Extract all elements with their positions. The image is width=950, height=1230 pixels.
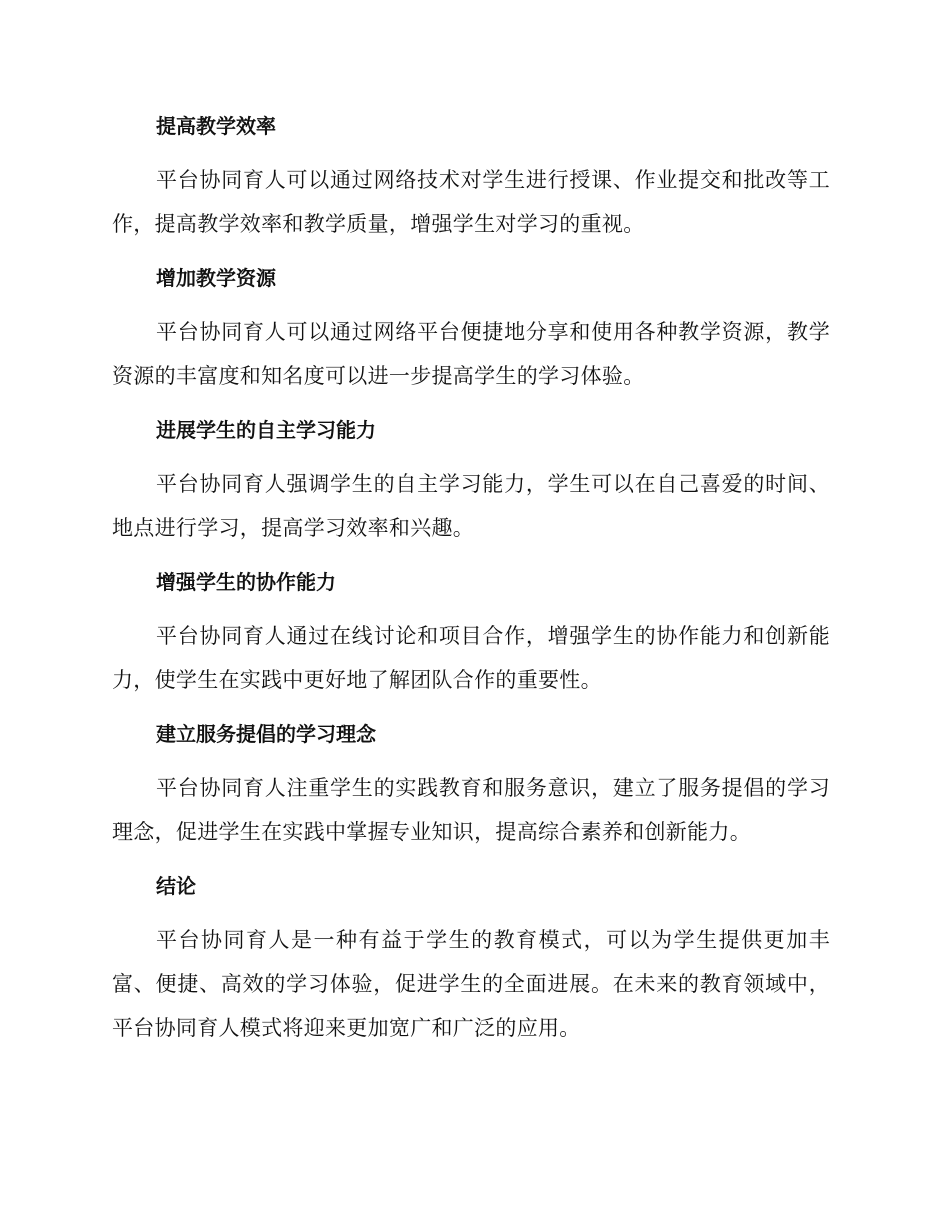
section-paragraph: 平台协同育人注重学生的实践教育和服务意识，建立了服务提倡的学习理念，促进学生在实践中掌握专业知识，提高综合素养和创新能力。 <box>112 776 830 844</box>
section-conclusion <box>112 868 830 1050</box>
section-paragraph: 平台协同育人是一种有益于学生的教育模式，可以为学生提供更加丰富、便捷、高效的学习体验，促进学生的全面进展。在未来的教育领域中，平台协同育人模式将迎来更加宽广和广泛的应用。 <box>112 928 830 1040</box>
section-heading: 建立服务提倡的学习理念 <box>156 722 376 746</box>
section-heading: 增强学生的协作能力 <box>156 570 336 594</box>
section-paragraph: 平台协同育人通过在线讨论和项目合作，增强学生的协作能力和创新能力，使学生在实践中更好地了解团队合作的重要性。 <box>112 624 830 692</box>
section-paragraph: 平台协同育人可以通过网络平台便捷地分享和使用各种教学资源，教学资源的丰富度和知名度可以进一步提高学生的学习体验。 <box>112 320 830 388</box>
section-teaching-resources <box>112 260 830 398</box>
section-heading: 提高教学效率 <box>156 114 276 138</box>
section-heading: 结论 <box>156 874 196 898</box>
section-paragraph: 平台协同育人可以通过网络技术对学生进行授课、作业提交和批改等工作，提高教学效率和教学质量，增强学生对学习的重视。 <box>112 168 830 236</box>
section-heading: 进展学生的自主学习能力 <box>156 418 376 442</box>
section-teaching-efficiency <box>112 108 830 246</box>
document-page <box>112 108 830 1050</box>
section-service-learning <box>112 716 830 854</box>
section-collaboration <box>112 564 830 702</box>
section-paragraph: 平台协同育人强调学生的自主学习能力，学生可以在自己喜爱的时间、地点进行学习，提高学习效率和兴趣。 <box>112 472 830 540</box>
section-heading: 增加教学资源 <box>156 266 276 290</box>
section-autonomous-learning <box>112 412 830 550</box>
